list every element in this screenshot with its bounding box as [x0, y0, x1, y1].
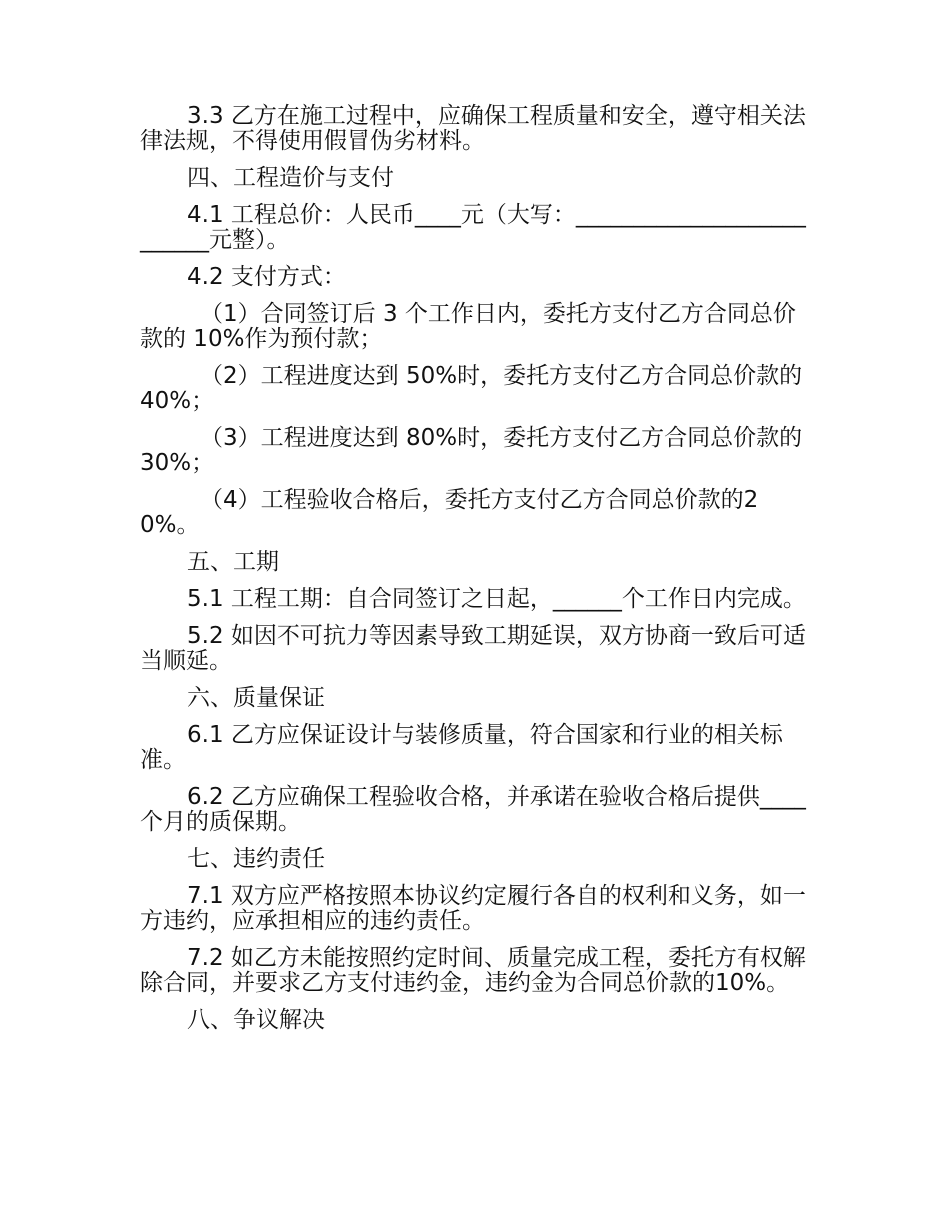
payment-item-4: （4）工程验收合格后，委托方支付乙方合同总价款的20%。: [140, 487, 759, 538]
document-body: [140, 104, 810, 1045]
section-heading-8: 八、争议解决: [187, 1007, 325, 1033]
section-heading-5: 五、工期: [187, 549, 279, 575]
section-heading-7: 七、违约责任: [187, 846, 325, 872]
section-heading-4: 四、工程造价与支付: [187, 165, 394, 191]
payment-item-2: （2）工程进度达到 50%时，委托方支付乙方合同总价款的 40%；: [140, 363, 803, 414]
section-heading-6: 六、质量保证: [187, 685, 325, 711]
clause-6-1: 6.1 乙方应保证设计与装修质量，符合国家和行业的相关标准。: [140, 722, 783, 773]
clause-4-1: 4.1 工程总价：人民币____元（大写：__________________________元整）。: [140, 202, 806, 253]
clause-5-1: 5.1 工程工期：自合同签订之日起，______个工作日内完成。: [187, 586, 806, 612]
clause-7-2: 7.2 如乙方未能按照约定时间、质量完成工程，委托方有权解除合同，并要求乙方支付违约金，违约金为合同总价款的10%。: [140, 945, 806, 996]
clause-4-2: 4.2 支付方式：: [187, 264, 346, 290]
clause-6-2: 6.2 乙方应确保工程验收合格，并承诺在验收合格后提供____个月的质保期。: [140, 784, 806, 835]
clause-5-2: 5.2 如因不可抗力等因素导致工期延误，双方协商一致后可适当顺延。: [140, 623, 806, 674]
clause-7-1: 7.1 双方应严格按照本协议约定履行各自的权利和义务，如一方违约，应承担相应的违约责任。: [140, 883, 806, 934]
clause-3-3: 3.3 乙方在施工过程中，应确保工程质量和安全，遵守相关法律法规，不得使用假冒伪劣材料。: [140, 103, 806, 154]
payment-item-1: （1）合同签订后 3 个工作日内，委托方支付乙方合同总价款的 10%作为预付款；: [140, 301, 796, 352]
payment-item-3: （3）工程进度达到 80%时，委托方支付乙方合同总价款的 30%；: [140, 425, 803, 476]
